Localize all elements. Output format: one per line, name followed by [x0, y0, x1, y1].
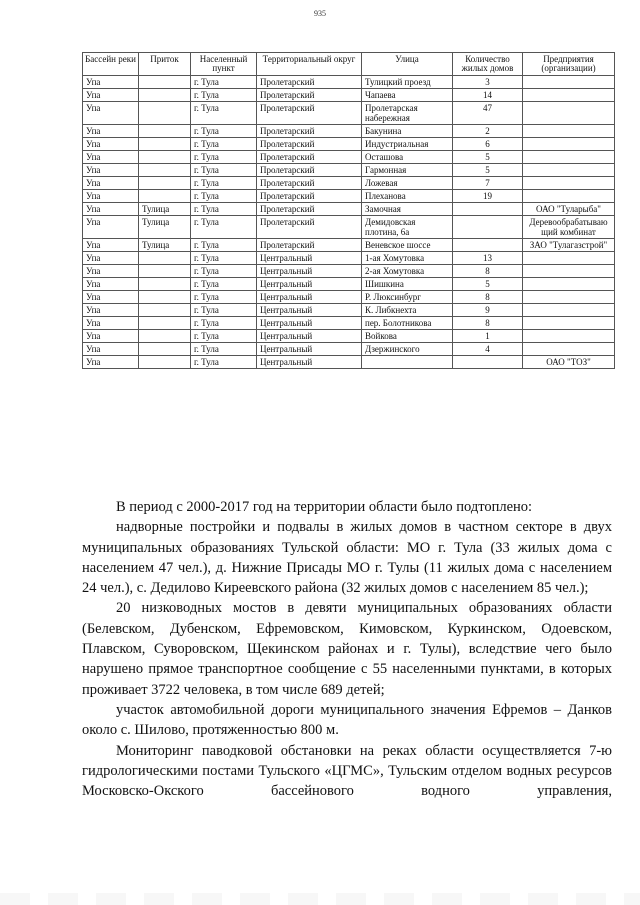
header-district: Территориальный округ [257, 53, 362, 76]
cell-settlement: г. Тула [191, 125, 257, 138]
cell-house-count: 4 [453, 343, 523, 356]
cell-basin: Упа [83, 89, 139, 102]
body-text [82, 497, 612, 801]
table-row [83, 317, 615, 330]
cell-house-count: 19 [453, 190, 523, 203]
cell-house-count: 6 [453, 138, 523, 151]
cell-district: Пролетарский [257, 203, 362, 216]
cell-district: Центральный [257, 343, 362, 356]
cell-tributary: Тулица [139, 216, 191, 239]
cell-street: Плеханова [362, 190, 453, 203]
cell-district: Пролетарский [257, 164, 362, 177]
cell-tributary [139, 151, 191, 164]
cell-basin: Упа [83, 151, 139, 164]
cell-street: Демидовская плотина, 6а [362, 216, 453, 239]
cell-district: Центральный [257, 356, 362, 369]
header-settlement: Населенный пункт [191, 53, 257, 76]
cell-district: Пролетарский [257, 177, 362, 190]
cell-house-count: 3 [453, 76, 523, 89]
cell-tributary: Тулица [139, 203, 191, 216]
cell-settlement: г. Тула [191, 265, 257, 278]
cell-house-count [453, 216, 523, 239]
cell-organization [523, 252, 615, 265]
header-organizations: Предприятия (организации) [523, 53, 615, 76]
cell-house-count: 5 [453, 151, 523, 164]
cell-street: Индустриальная [362, 138, 453, 151]
cell-district: Центральный [257, 317, 362, 330]
cell-district: Пролетарский [257, 216, 362, 239]
cell-settlement: г. Тула [191, 278, 257, 291]
cell-tributary [139, 252, 191, 265]
header-house-count: Количество жилых домов [453, 53, 523, 76]
cell-settlement: г. Тула [191, 177, 257, 190]
cell-organization [523, 317, 615, 330]
cell-settlement: г. Тула [191, 151, 257, 164]
cell-district: Пролетарский [257, 190, 362, 203]
cell-settlement: г. Тула [191, 190, 257, 203]
table-row [83, 164, 615, 177]
cell-basin: Упа [83, 76, 139, 89]
cell-district: Центральный [257, 304, 362, 317]
cell-organization: ОАО "ТОЗ" [523, 356, 615, 369]
cell-tributary [139, 291, 191, 304]
cell-district: Пролетарский [257, 102, 362, 125]
cell-basin: Упа [83, 177, 139, 190]
cell-organization [523, 164, 615, 177]
cell-street: Р. Люксинбург [362, 291, 453, 304]
cell-street: Гармонная [362, 164, 453, 177]
paragraph-intro: В период с 2000-2017 год на территории области было подтоплено: [116, 499, 533, 515]
cell-house-count: 8 [453, 291, 523, 304]
table-row [83, 125, 615, 138]
cell-district: Центральный [257, 278, 362, 291]
cell-basin: Упа [83, 216, 139, 239]
cell-district: Центральный [257, 330, 362, 343]
cell-house-count: 1 [453, 330, 523, 343]
cell-street: пер. Болотникова [362, 317, 453, 330]
table-row [83, 278, 615, 291]
cell-basin: Упа [83, 125, 139, 138]
cell-house-count: 2 [453, 125, 523, 138]
cell-tributary [139, 343, 191, 356]
table-row [83, 203, 615, 216]
cell-district: Пролетарский [257, 151, 362, 164]
scan-edge-artifact [0, 893, 640, 905]
table-row [83, 216, 615, 239]
paragraph-road: участок автомобильной дороги муниципального значения Ефремов – Данков около с. Шилово, протяженностью 800 м. [82, 701, 612, 739]
cell-basin: Упа [83, 304, 139, 317]
cell-basin: Упа [83, 356, 139, 369]
cell-settlement: г. Тула [191, 252, 257, 265]
table-body [83, 76, 615, 369]
cell-street: Пролетарская набережная [362, 102, 453, 125]
cell-tributary [139, 317, 191, 330]
cell-street: 1-ая Хомутовка [362, 252, 453, 265]
table-row [83, 252, 615, 265]
cell-district: Пролетарский [257, 125, 362, 138]
cell-tributary [139, 356, 191, 369]
cell-house-count: 5 [453, 278, 523, 291]
cell-tributary [139, 89, 191, 102]
cell-settlement: г. Тула [191, 330, 257, 343]
cell-house-count: 8 [453, 317, 523, 330]
cell-house-count: 9 [453, 304, 523, 317]
cell-organization [523, 138, 615, 151]
cell-organization [523, 151, 615, 164]
cell-settlement: г. Тула [191, 343, 257, 356]
cell-house-count: 8 [453, 265, 523, 278]
cell-district: Пролетарский [257, 89, 362, 102]
cell-organization [523, 265, 615, 278]
table-row [83, 343, 615, 356]
table-row [83, 291, 615, 304]
table-row [83, 356, 615, 369]
cell-street: Войкова [362, 330, 453, 343]
cell-house-count [453, 356, 523, 369]
cell-basin: Упа [83, 278, 139, 291]
cell-district: Пролетарский [257, 76, 362, 89]
cell-settlement: г. Тула [191, 138, 257, 151]
table-row [83, 265, 615, 278]
cell-basin: Упа [83, 252, 139, 265]
cell-tributary [139, 76, 191, 89]
cell-street: Ложевая [362, 177, 453, 190]
cell-tributary [139, 278, 191, 291]
table-row [83, 151, 615, 164]
flood-zone-table [82, 52, 615, 369]
cell-settlement: г. Тула [191, 304, 257, 317]
cell-house-count: 47 [453, 102, 523, 125]
cell-settlement: г. Тула [191, 317, 257, 330]
cell-house-count: 5 [453, 164, 523, 177]
cell-basin: Упа [83, 317, 139, 330]
cell-district: Центральный [257, 291, 362, 304]
cell-district: Пролетарский [257, 138, 362, 151]
cell-settlement: г. Тула [191, 89, 257, 102]
page-number: 935 [314, 9, 326, 18]
cell-basin: Упа [83, 164, 139, 177]
cell-street: Осташова [362, 151, 453, 164]
cell-tributary [139, 138, 191, 151]
cell-tributary [139, 190, 191, 203]
cell-settlement: г. Тула [191, 216, 257, 239]
cell-tributary [139, 102, 191, 125]
cell-tributary [139, 265, 191, 278]
cell-settlement: г. Тула [191, 102, 257, 125]
cell-settlement: г. Тула [191, 203, 257, 216]
cell-street: Замочная [362, 203, 453, 216]
cell-basin: Упа [83, 239, 139, 252]
cell-district: Центральный [257, 252, 362, 265]
cell-settlement: г. Тула [191, 76, 257, 89]
cell-street: Шишкина [362, 278, 453, 291]
table-row [83, 304, 615, 317]
cell-settlement: г. Тула [191, 291, 257, 304]
cell-tributary [139, 330, 191, 343]
table-row [83, 76, 615, 89]
cell-settlement: г. Тула [191, 164, 257, 177]
cell-basin: Упа [83, 138, 139, 151]
cell-settlement: г. Тула [191, 239, 257, 252]
cell-house-count: 7 [453, 177, 523, 190]
cell-organization [523, 278, 615, 291]
cell-street: Бакунина [362, 125, 453, 138]
cell-organization [523, 190, 615, 203]
header-basin: Бассейн реки [83, 53, 139, 76]
cell-street: Дзержинского [362, 343, 453, 356]
cell-tributary [139, 177, 191, 190]
cell-street [362, 356, 453, 369]
cell-organization [523, 102, 615, 125]
cell-street: Веневское шоссе [362, 239, 453, 252]
table-header-row [83, 53, 615, 76]
header-tributary: Приток [139, 53, 191, 76]
cell-basin: Упа [83, 291, 139, 304]
cell-house-count [453, 239, 523, 252]
cell-house-count: 13 [453, 252, 523, 265]
table-row [83, 177, 615, 190]
cell-organization: ЗАО "Тулагазстрой" [523, 239, 615, 252]
cell-organization [523, 125, 615, 138]
table-row [83, 330, 615, 343]
cell-basin: Упа [83, 190, 139, 203]
paragraph-monitoring: Мониторинг паводковой обстановки на реках области осуществляется 7-ю гидрологическими постами Тульского «ЦГМС», Тульским отделом водных ресурсов Московско-Окского бассейнового водного управления, [82, 742, 612, 800]
table-row [83, 89, 615, 102]
cell-tributary [139, 164, 191, 177]
cell-organization [523, 177, 615, 190]
cell-basin: Упа [83, 330, 139, 343]
cell-street: Тулицкий проезд [362, 76, 453, 89]
cell-house-count: 14 [453, 89, 523, 102]
cell-tributary [139, 304, 191, 317]
cell-organization [523, 291, 615, 304]
cell-tributary: Тулица [139, 239, 191, 252]
paragraph-bridges: 20 низководных мостов в девяти муниципальных образованиях области (Белевском, Дубенском, Ефремовском, Кимовском, Куркинском, Одоевском, Плавском, Суворовском, Щекинском районах и г. Тулы), вследствие чего было нарушено прямое транспортное сообщение с 55 населенными пунктами, в которых проживает 3722 человека, в том числе 689 детей; [82, 600, 612, 698]
cell-organization [523, 330, 615, 343]
cell-district: Пролетарский [257, 239, 362, 252]
paragraph-households: надворные постройки и подвалы в жилых домов в частном секторе в двух муниципальных образованиях Тульской области: МО г. Тула (33 жилых дома с населением 47 чел.), д. Нижние Присады МО г. Тулы (11 жилых дома с населением 24 чел.), с. Дедилово Киреевского района (32 жилых домов с населением 85 чел.); [82, 519, 612, 597]
cell-basin: Упа [83, 265, 139, 278]
cell-street: К. Либкнехта [362, 304, 453, 317]
cell-district: Центральный [257, 265, 362, 278]
table-row [83, 138, 615, 151]
cell-organization [523, 76, 615, 89]
cell-organization [523, 89, 615, 102]
cell-settlement: г. Тула [191, 356, 257, 369]
table-row [83, 102, 615, 125]
cell-organization [523, 343, 615, 356]
cell-house-count [453, 203, 523, 216]
cell-basin: Упа [83, 102, 139, 125]
cell-tributary [139, 125, 191, 138]
cell-organization [523, 304, 615, 317]
header-street: Улица [362, 53, 453, 76]
table-row [83, 239, 615, 252]
cell-basin: Упа [83, 203, 139, 216]
cell-street: Чапаева [362, 89, 453, 102]
cell-street: 2-ая Хомутовка [362, 265, 453, 278]
table-row [83, 190, 615, 203]
cell-organization: ОАО "Туларыба" [523, 203, 615, 216]
cell-organization: Деревообрабатывающий комбинат [523, 216, 615, 239]
cell-basin: Упа [83, 343, 139, 356]
